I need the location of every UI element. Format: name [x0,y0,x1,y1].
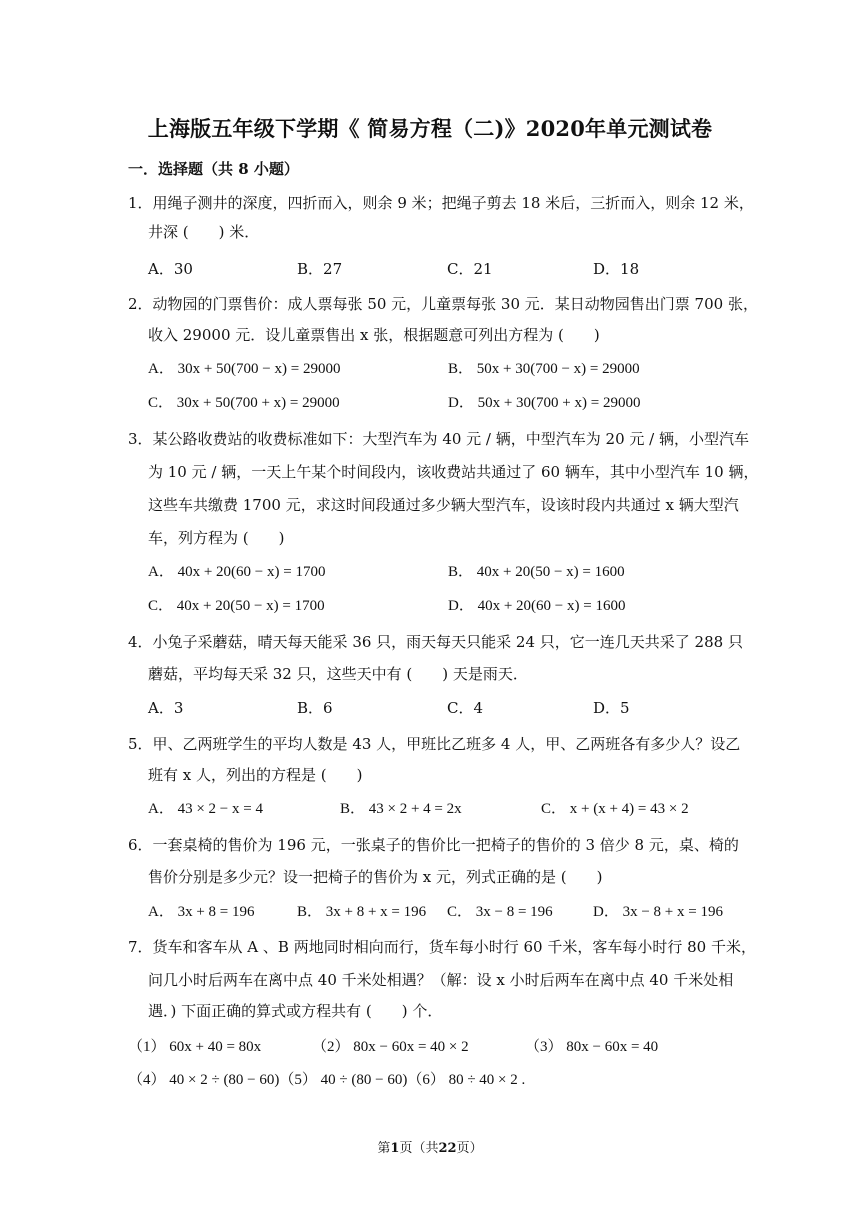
q2-line1: 2．动物园的门票售价：成人票每张 50 元，儿童票每张 30 元．某日动物园售出门票 700 张， [128,295,758,313]
q6-option-b: B． 3x + 8 + x = 196 [297,904,427,920]
q1-line1: 1．用绳子测井的深度，四折而入，则余 9 米；把绳子剪去 18 米后，三折而入，则余 12 米， [128,194,754,212]
q7-line1: 7．货车和客车从 A 、B 两地同时相向而行，货车每小时行 60 千米，客车每小时行 80 千米， [128,938,756,956]
q7-item-3: （3） 80x − 60x = 40 [525,1039,659,1055]
q1-line2: 井深 ( ) 米． [148,223,260,241]
q7-item-1: （1） 60x + 40 = 80x [128,1039,262,1055]
q6-option-d: D． 3x − 8 + x = 196 [593,904,723,920]
page-footer [0,1137,860,1156]
footer-mid: 页（共 [399,1141,439,1156]
q2-option-d: D． 50x + 30(700 + x) = 29000 [448,395,641,411]
q4-option-b: B．6 [297,699,333,717]
q6-option-c: C． 3x − 8 = 196 [447,904,553,920]
q3-option-d: D． 40x + 20(60 − x) = 1600 [448,598,626,614]
q3-option-a: A． 40x + 20(60 − x) = 1700 [148,564,326,580]
q3-line4: 车，列方程为 ( ) [148,529,285,547]
q2-line2: 收入 29000 元．设儿童票售出 x 张，根据题意可列出方程为 ( ) [148,326,600,344]
q6-option-a: A． 3x + 8 = 196 [148,904,255,920]
footer-page-number: 1 [390,1141,400,1156]
q3-line2: 为 10 元 / 辆，一天上午某个时间段内，该收费站共通过了 60 辆车，其中小型汽车 10 辆， [148,463,759,481]
section-heading: 一．选择题（共 8 小题） [128,160,299,178]
q7-line2: 问几小时后两车在离中点 40 千米处相遇？（解：设 x 小时后两车在离中点 40 千米处相 [148,971,734,989]
footer-suffix: 页） [456,1141,483,1156]
q5-line2: 班有 x 人，列出的方程是 ( ) [148,766,363,784]
q4-option-c: C．4 [447,699,484,717]
q5-option-c: C． x + (x + 4) = 43 × 2 [541,801,689,817]
q3-option-c: C． 40x + 20(50 − x) = 1700 [148,598,325,614]
q1-option-d: D．18 [593,260,640,278]
q6-line1: 6．一套桌椅的售价为 196 元，一张桌子的售价比一把椅子的售价的 3 倍少 8 元，桌、椅的 [128,836,739,854]
q7-items-4-6: （4） 40 × 2 ÷ (80 − 60)（5） 40 ÷ (80 − 60)（6） 80 ÷ 40 × 2 . [128,1072,526,1088]
q3-option-b: B． 40x + 20(50 − x) = 1600 [448,564,625,580]
q4-line2: 蘑菇，平均每天采 32 只，这些天中有 ( ) 天是雨天． [148,665,528,683]
q2-option-b: B． 50x + 30(700 − x) = 29000 [448,361,640,377]
q4-option-a: A．3 [148,699,184,717]
q4-option-d: D．5 [593,699,630,717]
q1-option-b: B．27 [297,260,343,278]
q7-line3: 遇．) 下面正确的算式或方程共有 ( ) 个． [148,1002,443,1020]
q4-line1: 4．小兔子采蘑菇，晴天每天能采 36 只，雨天每天只能采 24 只，它一连几天共采了 288 只 [128,633,743,651]
q7-item-2: （2） 80x − 60x = 40 × 2 [312,1039,469,1055]
q1-option-c: C．21 [447,260,493,278]
q5-line1: 5．甲、乙两班学生的平均人数是 43 人，甲班比乙班多 4 人，甲、乙两班各有多少人？设乙 [128,735,741,753]
page-title: 上海版五年级下学期《 简易方程（二)》2020年单元测试卷 [147,116,713,141]
q2-option-a: A． 30x + 50(700 − x) = 29000 [148,361,341,377]
q5-option-a: A． 43 × 2 − x = 4 [148,801,263,817]
q3-line3: 这些车共缴费 1700 元，求这时间段通过多少辆大型汽车，设该时段内共通过 x 辆大型汽 [148,496,739,514]
q2-option-c: C． 30x + 50(700 + x) = 29000 [148,395,340,411]
q1-option-a: A．30 [148,260,193,278]
q6-line2: 售价分别是多少元？设一把椅子的售价为 x 元，列式正确的是 ( ) [148,868,603,886]
footer-prefix: 第 [377,1141,391,1156]
q3-line1: 3．某公路收费站的收费标准如下：大型汽车为 40 元 / 辆，中型汽车为 20 元 / 辆，小型汽车 [128,430,749,448]
footer-total-pages: 22 [438,1141,457,1156]
q5-option-b: B． 43 × 2 + 4 = 2x [340,801,462,817]
